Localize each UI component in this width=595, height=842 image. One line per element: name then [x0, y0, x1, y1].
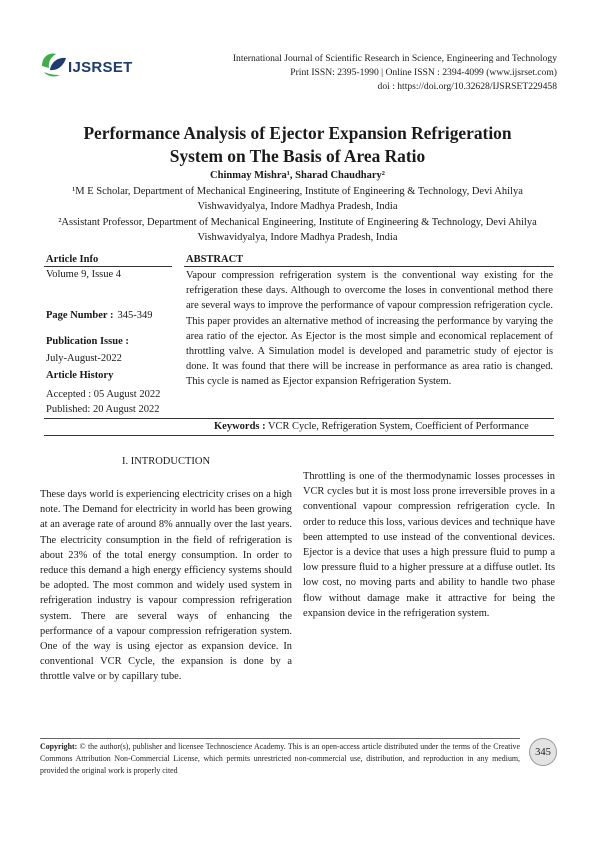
copyright-icon: © [79, 742, 86, 751]
copyright-text: the author(s), publisher and licensee Technoscience Academy. This is an open-access article distributed under the terms of the Creative Commons Attribution Non-Commercial License, which permits unrestricted non-commercial use, distribution, and reproduction in any medium, provided the original work is properly cited [40, 742, 520, 775]
keywords-rule [44, 435, 554, 436]
article-history-label: Article History [46, 370, 114, 381]
accepted-date: Accepted : 05 August 2022 [46, 389, 161, 400]
doi-line[interactable]: doi : https://doi.org/10.32628/IJSRSET229458 [377, 81, 557, 92]
logo-leaf-icon [38, 48, 72, 82]
abstract-rule [184, 266, 554, 267]
copyright-notice [40, 741, 520, 777]
intro-column-2: Throttling is one of the thermodynamic losses processes in VCR cycles but it is most loss prone irreversible proves in a conventional vapour compression refrigeration cycle. In order to reduce this loss, various devices and technique have been attempted to use instead of the conventional devices. Ejector is a device that uses a high pressure fluid to pump a low pressure fluid to a higher pressure at a diffuse outlet. Its low cost, no moving parts and ability to handle two phase flow without damage make it attractive for being the expansion device in the refrigeration system. [303, 471, 555, 619]
affiliation-1: ¹M E Scholar, Department of Mechanical Engineering, Institute of Engineering & Technology, Devi Ahilya Vishwavidyalya, Indore Madhya Pradesh, India [72, 186, 523, 212]
paper-title-line-1: Performance Analysis of Ejector Expansion Refrigeration [83, 123, 512, 143]
article-info-rule [44, 266, 172, 267]
issn-line: Print ISSN: 2395-1990 | Online ISSN : 2394-4099 (www.ijsrset.com) [290, 67, 557, 78]
copyright-label: Copyright: [40, 742, 78, 751]
publication-issue-value: July-August-2022 [46, 353, 122, 364]
keywords-label: Keywords : [214, 421, 266, 432]
volume-issue: Volume 9, Issue 4 [46, 269, 122, 280]
page-number [46, 305, 152, 323]
journal-logo [38, 46, 138, 86]
publication-issue-label: Publication Issue : [46, 336, 129, 347]
page-number-label: Page Number : [46, 310, 114, 321]
published-date: Published: 20 August 2022 [46, 404, 160, 415]
introduction-heading: I. INTRODUCTION [121, 456, 211, 467]
page-number-value: 345-349 [117, 310, 153, 321]
author-list: Chinmay Mishra¹, Sharad Chaudhary² [210, 170, 385, 181]
footer-rule [40, 738, 520, 739]
keywords-value: VCR Cycle, Refrigeration System, Coefficient of Performance [268, 421, 529, 432]
intro-column-1: These days world is experiencing electricity crises on a high note. The Demand for electricity in world has been growing at an average rate of around 8% annually over the last years. The electricity consumption in the field of refrigeration is about 23% of the total energy consumption. In order to reduce this demand a high energy efficiency systems should be adopted. The most common and widely used system in refrigeration industry is vapour compression refrigeration system. There are several ways of enhancing the performance of a vapour compression refrigeration system. One of the way is using ejector as expansion device. In conventional VCR Cycle, the expansion is done by a throttle valve or by capillary tube. [40, 489, 292, 683]
paper-title-line-2: System on The Basis of Area Ratio [169, 146, 426, 166]
abstract-text: Vapour compression refrigeration system is the conventional way existing for the refrigeration these days. Although to overcome the loses in conventional method there are several ways to improve the performance of vapour compression refrigeration cycle. This paper provides an alternative method of increasing the performance by varying the area ratio of the ejector. As Ejector is the most simple and economical replacement of throttling valve. A Simulation model is developed and parametric study of ejector is done. It was found that there will be increase in performance as area ratio is changed. This cycle is named as Ejector expansion Refrigeration System. [186, 270, 553, 388]
affiliation-2: ²Assistant Professor, Department of Mechanical Engineering, Institute of Engineering & Technology, Devi Ahilya Vishwavidyalya, Indore Madhya Pradesh, India [58, 217, 537, 243]
info-bottom-rule [44, 418, 554, 419]
logo-text: IJSRSET [68, 59, 133, 76]
journal-name: International Journal of Scientific Research in Science, Engineering and Technology [232, 53, 557, 64]
page-number-badge: 345 [529, 738, 557, 766]
article-info-heading: Article Info [46, 254, 99, 265]
keywords [214, 421, 529, 432]
abstract-heading: ABSTRACT [186, 254, 244, 265]
